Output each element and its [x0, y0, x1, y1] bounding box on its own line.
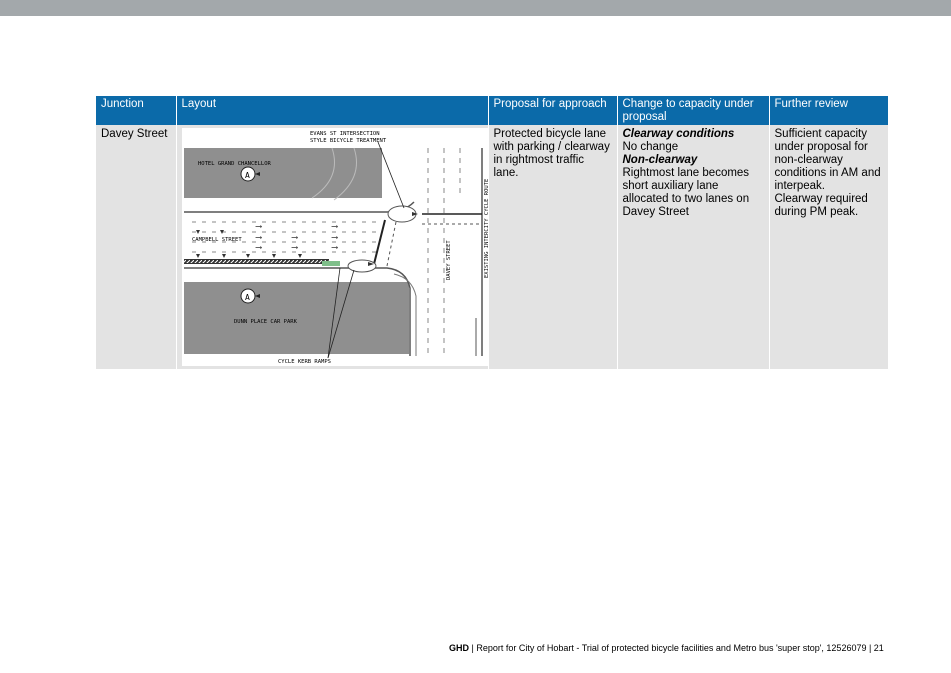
- review-text-1: Sufficient capacity under proposal for non-clearway conditions in AM and interpeak.: [774, 128, 881, 192]
- route-label: EXISTING INTERCITY CYCLE ROUTE: [483, 178, 490, 278]
- davey-label: DAVEY STREET: [445, 240, 452, 280]
- review-text-2: Clearway required during PM peak.: [774, 193, 868, 218]
- nonclearway-label: Non-clearway: [622, 154, 698, 166]
- header-proposal: Proposal for approach: [488, 96, 617, 125]
- table-header-row: [96, 96, 888, 125]
- campbell-label: CAMPBELL STREET: [191, 237, 242, 243]
- ramps-label: CYCLE KERB RAMPS: [277, 359, 331, 365]
- nonclearway-text: Rightmost lane becomes short auxiliary lane allocated to two lanes on Davey Street: [622, 167, 750, 218]
- header-change: Change to capacity under proposal: [617, 96, 769, 125]
- layout-drawing: [182, 128, 490, 366]
- top-bar: [0, 0, 951, 16]
- svg-text:⟶: ⟶: [291, 233, 297, 243]
- svg-text:⟶: ⟶: [331, 243, 337, 253]
- header-layout: Layout: [176, 96, 488, 125]
- footer-brand: GHD: [449, 643, 469, 653]
- svg-text:⟶: ⟶: [331, 222, 337, 232]
- marker-label-top: A: [244, 171, 250, 180]
- proposal-cell: Protected bicycle lane with parking / clearway in rightmost traffic lane.: [488, 125, 617, 369]
- table-row: [96, 125, 888, 369]
- layout-cell: [176, 125, 488, 369]
- svg-text:⟶: ⟶: [255, 233, 261, 243]
- footer-text: | Report for City of Hobart - Trial of protected bicycle facilities and Metro bus 'super stop', 12526079 | 21: [469, 643, 884, 653]
- junction-cell: Davey Street: [96, 125, 176, 369]
- clearway-label: Clearway conditions: [622, 128, 735, 140]
- svg-text:⟶: ⟶: [255, 222, 261, 232]
- carpark-block: [184, 282, 409, 354]
- svg-text:⟶: ⟶: [255, 243, 261, 253]
- header-junction: Junction: [96, 96, 176, 125]
- review-cell: [769, 125, 888, 369]
- clearway-text: No change: [622, 141, 679, 153]
- marker-label-bottom: A: [244, 293, 250, 302]
- hotel-block: [184, 148, 382, 198]
- evans-label-1: EVANS ST INTERSECTION: [309, 131, 380, 137]
- svg-text:⟶: ⟶: [331, 233, 337, 243]
- page-footer: [449, 643, 884, 653]
- change-cell: [617, 125, 769, 369]
- svg-text:⟶: ⟶: [291, 243, 297, 253]
- junction-table: [96, 96, 888, 369]
- hotel-label: HOTEL GRAND CHANCELLOR: [197, 161, 271, 167]
- header-review: Further review: [769, 96, 888, 125]
- carpark-label: DUNN PLACE CAR PARK: [233, 319, 297, 325]
- evans-label-2: STYLE BICYCLE TREATMENT: [309, 138, 386, 144]
